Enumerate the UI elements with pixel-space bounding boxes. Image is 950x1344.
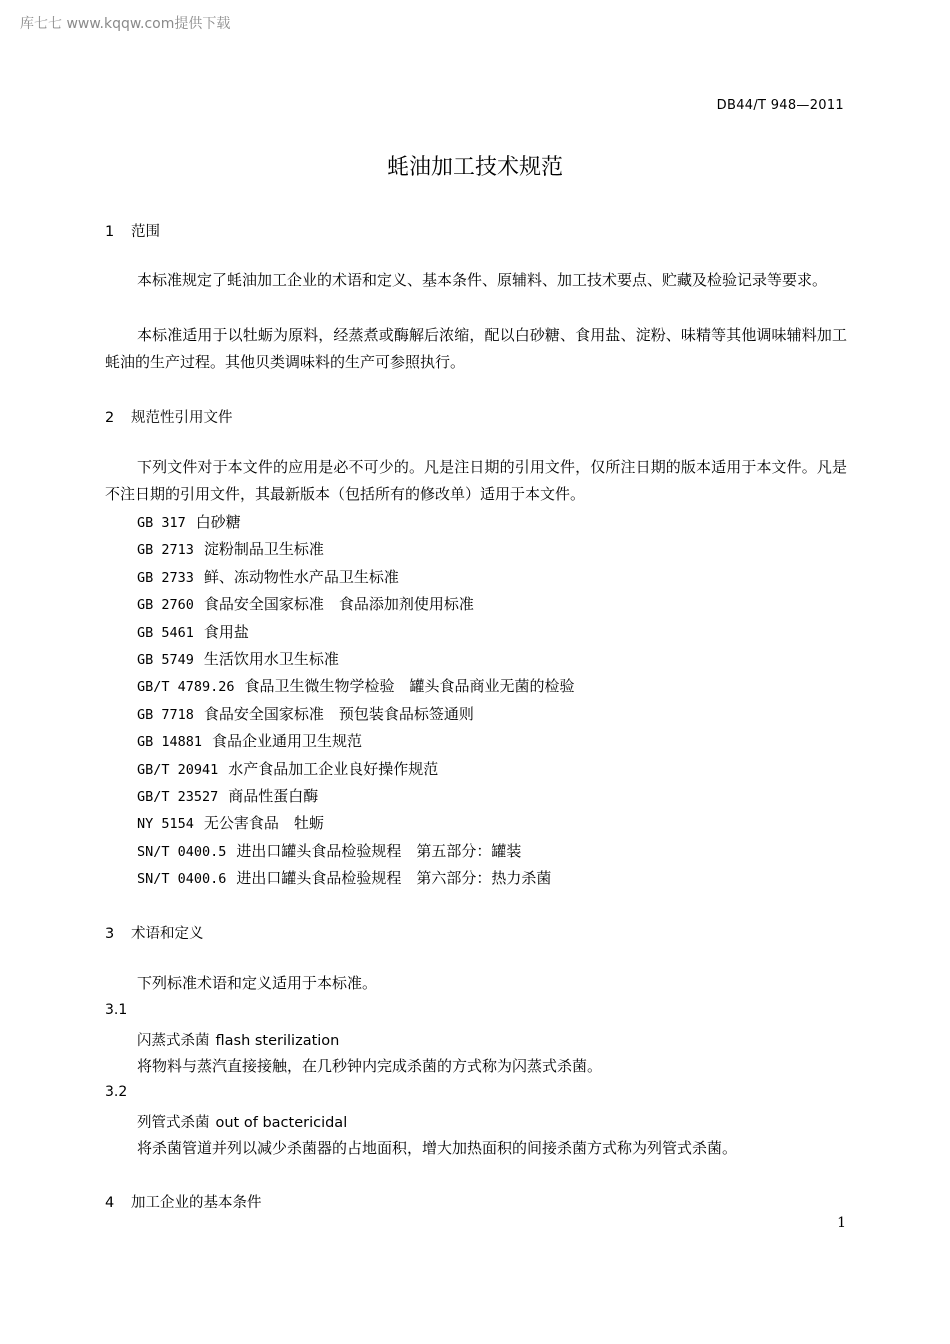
reference-code: GB 317 <box>137 515 186 531</box>
reference-code: GB/T 20941 <box>137 761 219 778</box>
reference-code: GB 5749 <box>137 651 194 668</box>
reference-code: GB/T 4789.26 <box>137 679 235 696</box>
reference-code: SN/T 0400.6 <box>137 871 227 888</box>
section-title: 规范性引用文件 <box>131 410 233 426</box>
reference-list <box>137 509 575 892</box>
reference-title: 淀粉制品卫生标准 <box>203 540 324 559</box>
reference-title: 生活饮用水卫生标准 <box>203 649 339 668</box>
reference-code: GB/T 23527 <box>137 788 219 805</box>
term-english: flash sterilization <box>215 1033 340 1049</box>
reference-item <box>137 783 575 810</box>
section-3-heading <box>105 922 204 943</box>
reference-code: GB 2713 <box>137 542 194 559</box>
reference-item <box>137 673 575 700</box>
reference-code: GB 2760 <box>137 597 194 614</box>
reference-item <box>137 728 575 755</box>
term-heading <box>137 1029 339 1050</box>
term-number: 3.2 <box>105 1084 128 1100</box>
term-chinese: 闪蒸式杀菌 <box>137 1033 210 1049</box>
section-title: 术语和定义 <box>131 926 204 942</box>
reference-item <box>137 865 575 892</box>
reference-code: GB 5461 <box>137 624 194 641</box>
reference-item <box>137 536 575 563</box>
reference-item <box>137 701 575 728</box>
section-number: 1 <box>105 224 115 240</box>
reference-title: 无公害食品 牡蛎 <box>203 814 324 833</box>
section-1-heading <box>105 220 160 241</box>
reference-title: 食品企业通用卫生规范 <box>212 732 363 751</box>
section-1-paragraph-1: 本标准规定了蚝油加工企业的术语和定义、基本条件、原辅料、加工技术要点、贮藏及检验记录等要求。 <box>137 271 828 289</box>
term-definition: 将物料与蒸汽直接接触，在几秒钟内完成杀菌的方式称为闪蒸式杀菌。 <box>137 1057 603 1075</box>
section-3-intro: 下列标准术语和定义适用于本标准。 <box>137 974 378 992</box>
page-number: 1 <box>837 1215 846 1231</box>
term-english: out of bactericidal <box>215 1115 348 1131</box>
document-title: 蚝油加工技术规范 <box>386 155 563 180</box>
reference-item <box>137 564 575 591</box>
section-number: 4 <box>105 1195 115 1211</box>
reference-item <box>137 619 575 646</box>
reference-title: 商品性蛋白酶 <box>228 786 319 805</box>
reference-title: 食品安全国家标准 食品添加剂使用标准 <box>203 595 474 614</box>
reference-code: GB 2733 <box>137 569 194 586</box>
reference-code: NY 5154 <box>137 816 194 833</box>
section-number: 3 <box>105 926 115 942</box>
reference-code: GB 7718 <box>137 706 194 723</box>
section-title: 范围 <box>131 224 160 240</box>
section-4-heading <box>105 1191 262 1212</box>
reference-item <box>137 810 575 837</box>
standard-code: DB44/T 948—2011 <box>716 98 844 113</box>
reference-item <box>137 591 575 618</box>
reference-title: 白砂糖 <box>195 513 241 531</box>
reference-title: 进出口罐头食品检验规程 第五部分：罐装 <box>236 841 522 860</box>
term-heading <box>137 1111 347 1132</box>
reference-title: 水产食品加工企业良好操作规范 <box>228 759 439 778</box>
term-chinese: 列管式杀菌 <box>137 1115 210 1131</box>
section-number: 2 <box>105 410 115 426</box>
watermark-text: 库七七 www.kqqw.com提供下载 <box>20 16 231 32</box>
reference-title: 进出口罐头食品检验规程 第六部分：热力杀菌 <box>236 869 552 888</box>
term-number: 3.1 <box>105 1002 128 1018</box>
reference-item <box>137 509 575 536</box>
term-definition: 将杀菌管道并列以减少杀菌器的占地面积，增大加热面积的间接杀菌方式称为列管式杀菌。 <box>137 1139 738 1157</box>
reference-title: 鲜、冻动物性水产品卫生标准 <box>203 567 399 586</box>
reference-code: SN/T 0400.5 <box>137 843 227 860</box>
section-2-heading <box>105 406 233 427</box>
reference-item <box>137 838 575 865</box>
reference-title: 食品卫生微生物学检验 罐头食品商业无菌的检验 <box>244 677 575 696</box>
reference-item <box>137 646 575 673</box>
reference-title: 食用盐 <box>203 622 249 641</box>
section-title: 加工企业的基本条件 <box>131 1195 262 1211</box>
reference-title: 食品安全国家标准 预包装食品标签通则 <box>203 704 474 723</box>
section-1-paragraph-2: 本标准适用于以牡蛎为原料，经蒸煮或酶解后浓缩，配以白砂糖、食用盐、淀粉、味精等其他调味辅料加工蚝油的生产过程。其他贝类调味料的生产可参照执行。 <box>105 326 847 371</box>
section-2-intro: 下列文件对于本文件的应用是必不可少的。凡是注日期的引用文件，仅所注日期的版本适用于本文件。凡是不注日期的引用文件，其最新版本（包括所有的修改单）适用于本文件。 <box>105 458 847 503</box>
reference-code: GB 14881 <box>137 734 203 751</box>
reference-item <box>137 756 575 783</box>
